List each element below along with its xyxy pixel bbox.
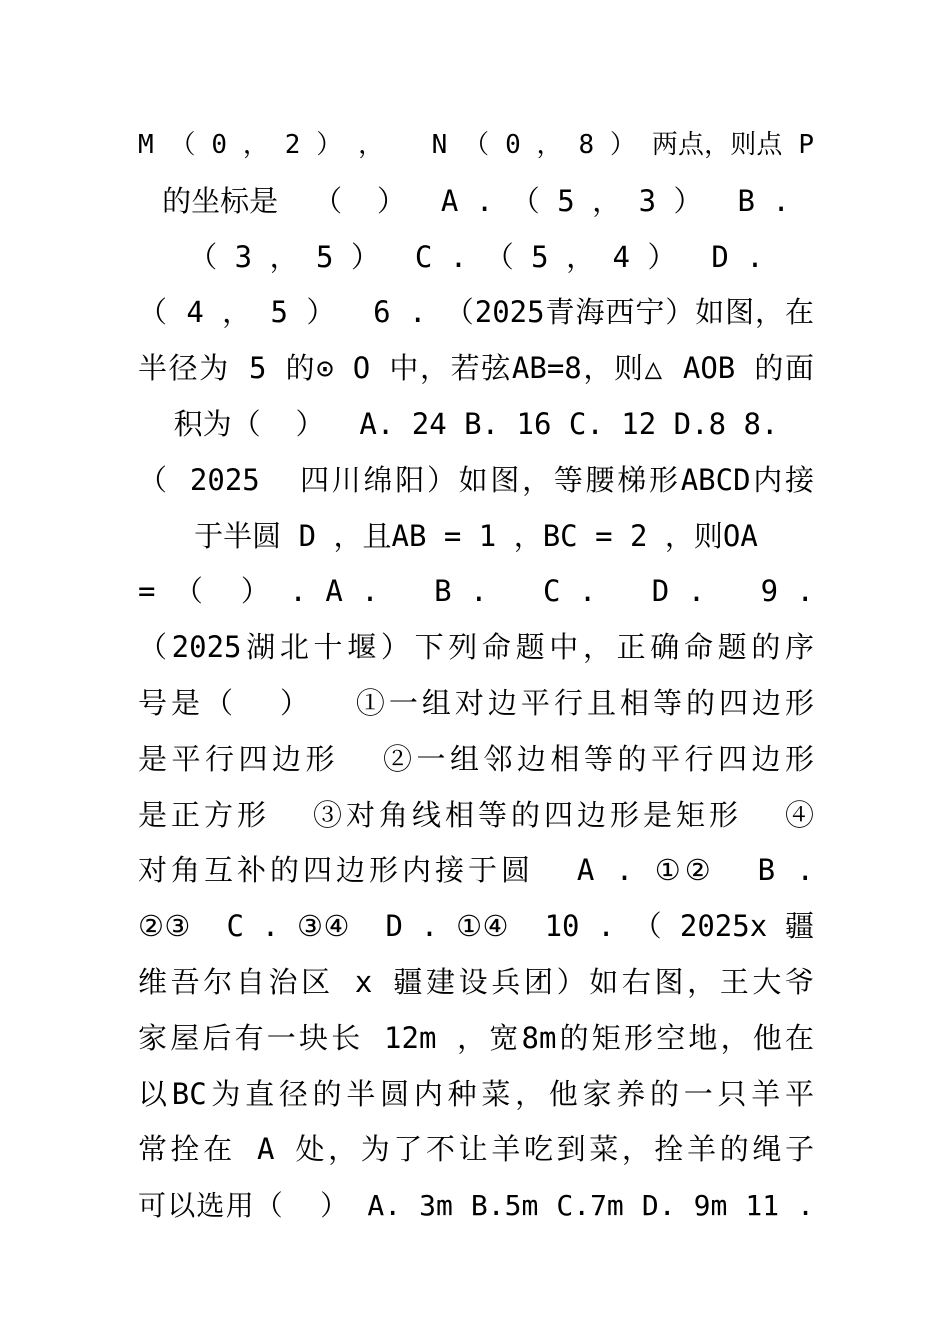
text-line: 是正方形 ③对角线相等的四边形是矩形 ④: [138, 797, 814, 832]
text-line: 半径为 5 的⊙ O 中，若弦AB=8，则△ AOB 的面: [138, 351, 814, 386]
text-line: （ 4 ， 5 ） 6 . （2025青海西宁）如图，在: [138, 295, 814, 330]
text-line: 家屋后有一块长 12m ，宽8m的矩形空地，他在: [138, 1020, 814, 1055]
text-line: 可以选用（ ） A. 3m B.5m C.7m D. 9m 11 .: [138, 1189, 814, 1223]
text-line: 常拴在 A 处，为了不让羊吃到菜，拴羊的绳子: [138, 1132, 814, 1167]
text-line: （2025湖北十堰）下列命题中，正确命题的序: [138, 630, 814, 665]
text-line: = （ ） . A . B . C . D . 9 .: [138, 574, 814, 609]
text-line: 号是（ ） ①一组对边平行且相等的四边形: [138, 685, 814, 720]
question-text-block: [138, 118, 814, 1234]
text-line: （ 2025 四川绵阳）如图，等腰梯形ABCD内接: [138, 462, 814, 497]
text-line: M （ 0 ， 2 ） ， N （ 0 ， 8 ） 两点，则点 P: [138, 130, 814, 160]
text-line: 于半圆 D ，且AB = 1 ，BC = 2 ，则OA: [194, 518, 758, 553]
text-line: 的坐标是 （ ） A . （ 5 ， 3 ） B .: [162, 183, 790, 218]
text-line: 对角互补的四边形内接于圆 A . ①② B .: [138, 853, 814, 888]
text-line: ②③ C . ③④ D . ①④ 10 . （ 2025x 疆: [138, 909, 814, 944]
text-line: （ 3 ， 5 ） C . （ 5 ， 4 ） D .: [188, 239, 764, 274]
text-line: 是平行四边形 ②一组邻边相等的平行四边形: [138, 741, 814, 776]
text-line: 以BC为直径的半圆内种菜，他家养的一只羊平: [138, 1076, 814, 1111]
text-line: 维吾尔自治区 x 疆建设兵团）如右图，王大爷: [138, 964, 814, 999]
text-line: 积为（ ） A. 24 B. 16 C. 12 D.8 8.: [173, 406, 779, 441]
